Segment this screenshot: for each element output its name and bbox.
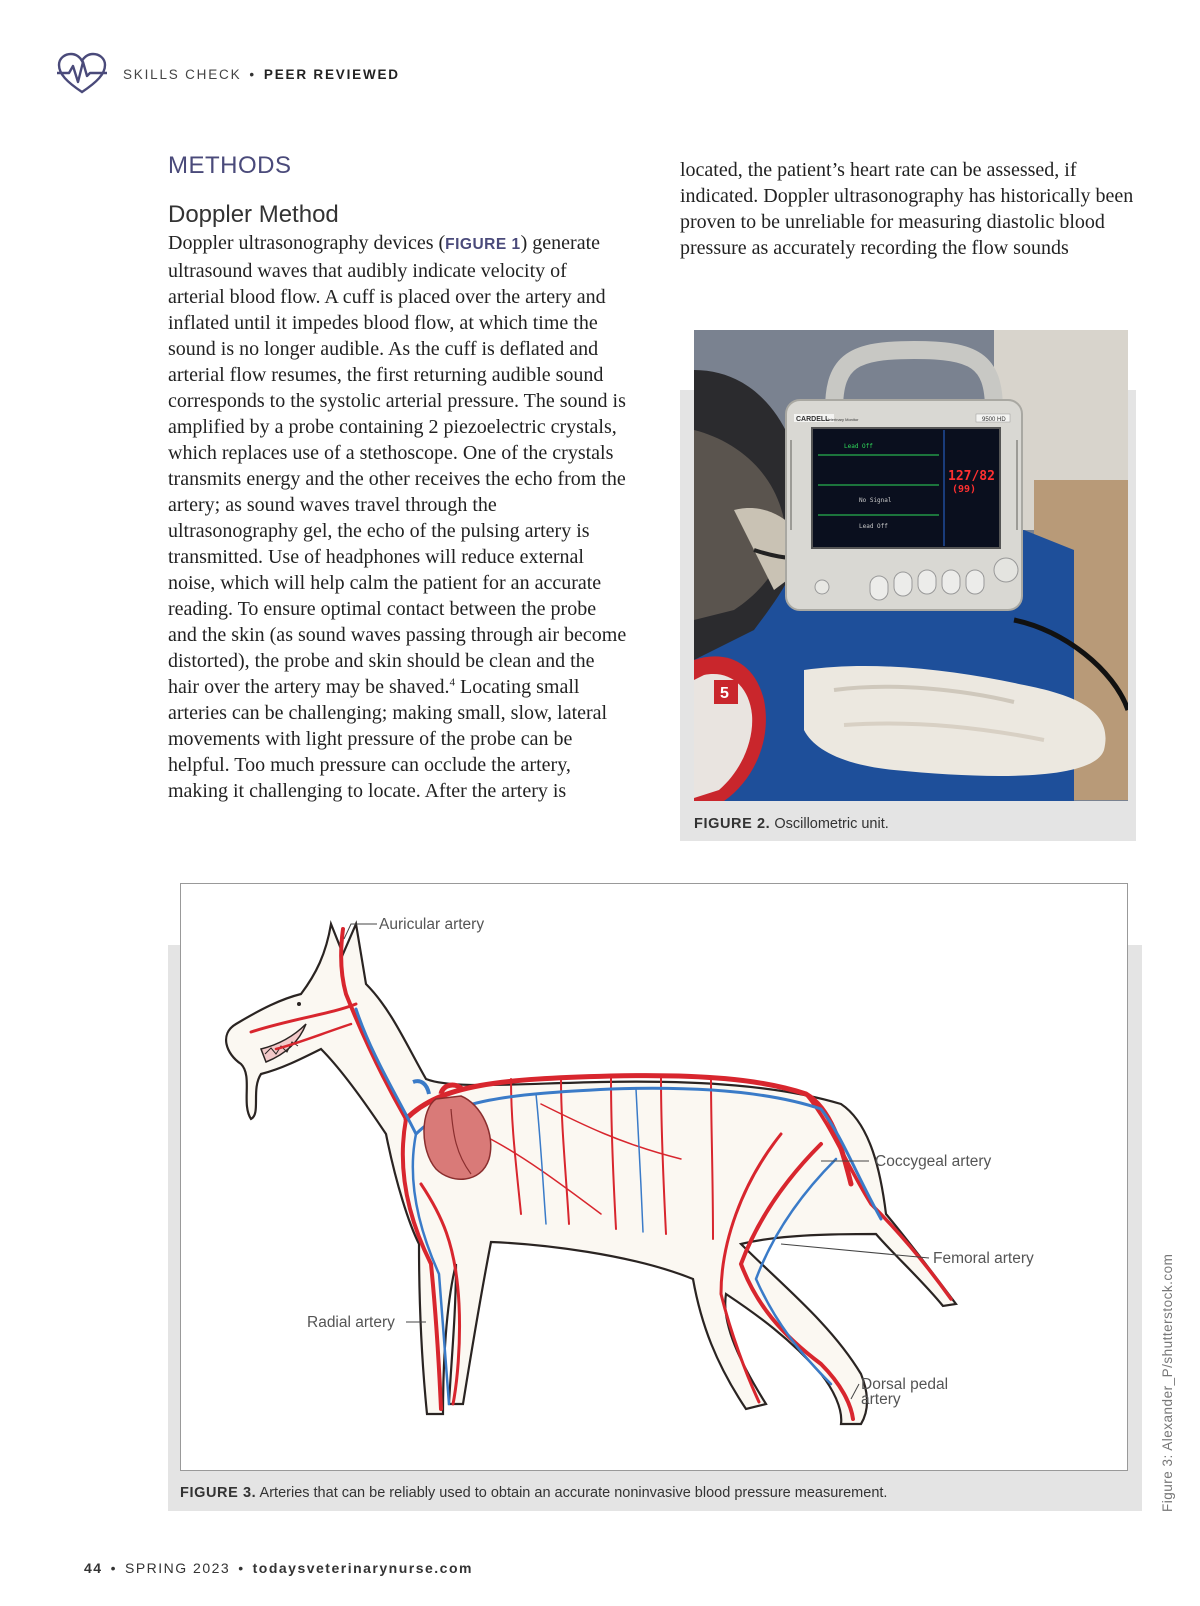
label-dorsal-pedal-artery-line1: Dorsal pedal: [861, 1376, 949, 1393]
lead-off-2: Lead Off: [859, 523, 888, 530]
footer-bullet-1: •: [110, 1560, 117, 1576]
svg-text:5: 5: [720, 685, 729, 702]
paragraph-2: located, the patient’s heart rate can be assessed, if indicated. Doppler ultrasonography has historically been proven to be unreliable for measuring diastolic blood pressure as accurately recording the flow sounds: [680, 159, 1134, 259]
label-coccygeal-artery: Coccygeal artery: [875, 1153, 992, 1170]
label-radial-artery: Radial artery: [307, 1314, 395, 1331]
no-signal: No Signal: [859, 497, 892, 504]
citation-superscript: 4: [449, 676, 456, 689]
header-label: [123, 67, 400, 82]
oscillometric-unit-photo: [694, 330, 1128, 801]
header-section: SKILLS CHECK: [123, 66, 242, 82]
page-footer: [84, 1560, 473, 1576]
figure-2-label: FIGURE 2.: [694, 816, 771, 832]
bp-reading: 127/82: [948, 469, 995, 484]
page-header: [57, 52, 400, 96]
figure-3-caption-text: Arteries that can be reliably used to obtain an accurate noninvasive blood pressure measurement.: [259, 1485, 888, 1501]
header-bullet: •: [249, 66, 256, 82]
figure-3-caption: [180, 1485, 887, 1501]
figure-1-reference: FIGURE 1: [445, 236, 521, 254]
monitor-model: 9500 HD: [982, 417, 1006, 423]
page-number: 44: [84, 1560, 103, 1576]
header-tag: PEER REVIEWED: [263, 66, 400, 82]
monitor-brand-sub: Veterinary Monitor: [826, 417, 859, 422]
para1-start: Doppler ultrasonography devices (: [168, 232, 446, 255]
monitor-brand: CARDELL: [796, 416, 830, 423]
bp-mean: (99): [952, 484, 977, 495]
label-auricular-artery: Auricular artery: [379, 916, 485, 933]
paragraph-1: [168, 230, 628, 804]
figure-2-caption-text: Oscillometric unit.: [774, 816, 889, 832]
subheading: Doppler Method: [168, 201, 339, 228]
para1-end: Locating small arteries can be challenging; making small, slow, lateral movements with light pressure of the probe can be helpful. Too much pressure can occlude the artery, making it challenging to locate. After the artery is: [168, 676, 608, 803]
right-column: [680, 155, 1140, 261]
label-femoral-artery: Femoral artery: [933, 1250, 1034, 1267]
figure-3-credit: Figure 3: Alexander_P/shutterstock.com: [1160, 1253, 1175, 1512]
figure-3-label: FIGURE 3.: [180, 1485, 257, 1501]
para1-body: ) generate ultrasound waves that audibly indicate velocity of arterial blood flow. A cuff is placed over the artery and inflated until it impedes blood flow, at which time the sound is no longer audible. As the cuff is deflated and arterial flow resumes, the first returning audible sound corresponds to the systolic arterial pressure. The sound is amplified by a probe containing 2 piezoelectric crystals, which replaces use of a stethoscope. One of the crystals transmits energy and the other receives the echo from the artery; as sound waves travel through the ultrasonography gel, the echo of the pulsing artery is transmitted. Use of headphones will reduce external noise, which will help calm the patient for an accurate reading. To ensure optimal contact between the probe and the skin (as sound waves passing through air become distorted), the probe and skin should be clean and the hair over the artery may be shaved.: [168, 232, 627, 699]
lead-off-1: Lead Off: [844, 443, 873, 450]
figure-2-photo: [694, 330, 1128, 801]
left-column: [168, 152, 628, 804]
canine-arterial-diagram: [181, 884, 1129, 1472]
figure-3-frame: [180, 883, 1128, 1471]
label-dorsal-pedal-artery-line2: artery: [861, 1391, 901, 1408]
footer-bullet-2: •: [238, 1560, 245, 1576]
issue-label: SPRING 2023: [124, 1560, 231, 1576]
section-heading: METHODS: [168, 152, 292, 179]
heart-pulse-icon: [57, 52, 107, 96]
site-link[interactable]: todaysveterinarynurse.com: [252, 1560, 473, 1576]
figure-2-caption: [694, 816, 889, 832]
